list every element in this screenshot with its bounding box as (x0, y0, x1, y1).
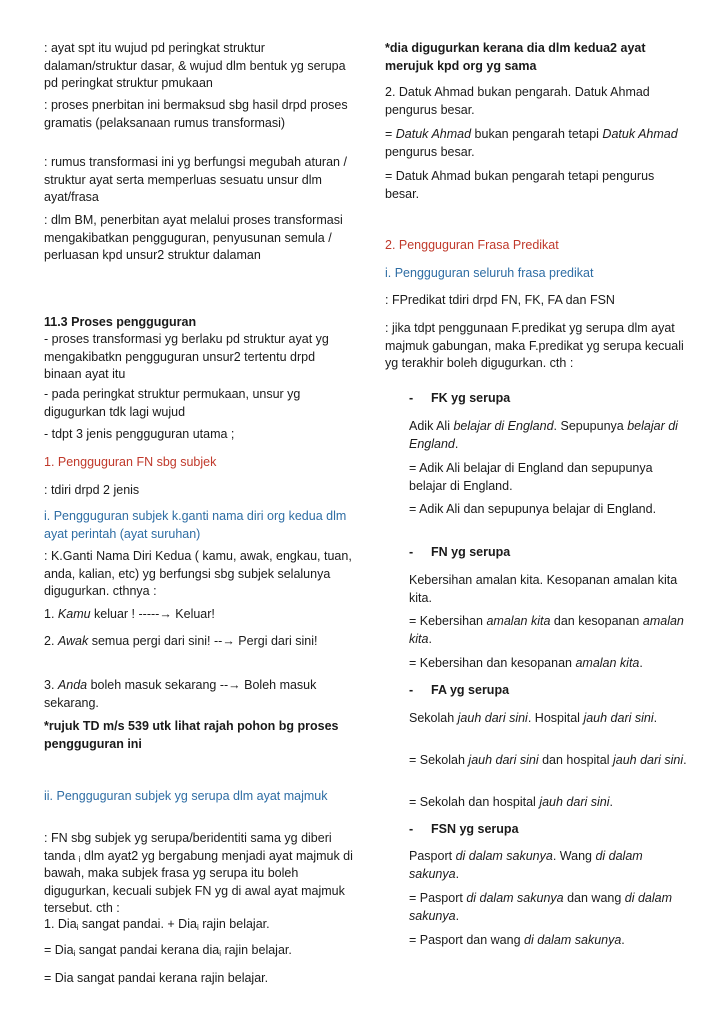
fk-example-2: = Adik Ali belajar di England dan sepupunya belajar di England. (409, 461, 653, 493)
fn-example-1: Kebersihan amalan kita. Kesopanan amalan kita kita. (409, 573, 678, 605)
fk-example-1: Adik Ali belajar di England. Sepupunya belajar di England. (409, 419, 678, 451)
subheading-fsn: - FSN yg serupa (409, 822, 519, 836)
paragraph-structure: : ayat spt itu wujud pd peringkat struktur dalaman/struktur dasar, & wujud dlm bentuk yg serupa pd peringkat struktur pmukaan (44, 41, 346, 90)
note-dia-deleted: *dia digugurkan kerana dia dlm kedua2 ayat merujuk kpd org yg sama (385, 41, 646, 73)
fsn-example-2: = Pasport di dalam sakunya dan wang di dalam sakunya. (409, 891, 673, 923)
subheading-fa: - FA yg serupa (409, 683, 510, 697)
paragraph-deletion-process: - proses transformasi yg berlaku pd struktur ayat yg mengakibatkn pengguguran unsur2 tertentu drpd binaan ayat itu (44, 332, 329, 381)
fk-example-3: = Adik Ali dan sepupunya belajar di England. (409, 502, 657, 516)
paragraph-two-types: : tdiri drpd 2 jenis (44, 483, 140, 497)
heading-whole-predicate: i. Pengguguran seluruh frasa predikat (385, 266, 594, 280)
heading-fn-subject-deletion: 1. Pengguguran FN sbg subjek (44, 455, 217, 469)
paragraph-bm-derivation: : dlm BM, penerbitan ayat melalui proses transformasi mengakibatkan pengguguran, penyusunan semula / perluasan kpd unsur2 struktur dalaman (44, 213, 343, 262)
section-heading-11-3: 11.3 Proses pengguguran (44, 315, 197, 329)
fa-example-1: Sekolah jauh dari sini. Hospital jauh dari sini. (409, 711, 658, 725)
heading-predicate-deletion: 2. Pengguguran Frasa Predikat (385, 238, 559, 252)
fa-example-2: = Sekolah jauh dari sini dan hospital jauh dari sini. (409, 753, 687, 767)
paragraph-identical-subject: : FN sbg subjek yg serupa/beridentiti sama yg diberi tanda $_i$ dlm ayat2 yg bergabung menjadi ayat majmuk di bawah, maka subjek frasa yg serupa itu boleh digugurkan, kecuali subjek FN yg di awal ayat majmuk tersebut. cth : (44, 831, 353, 915)
paragraph-predicate-rule: : jika tdpt penggunaan F.predikat yg serupa dlm ayat majmuk gabungan, maka F.predikat yg serupa kecuali yg terakhir boleh digugurkan. cth : (385, 321, 684, 370)
note-tree-diagram: *rujuk TD m/s 539 utk lihat rajah pohon bg proses pengguguran ini (44, 719, 339, 751)
compound-example-2: = Dia$_i$ sangat pandai kerana dia$_i$ rajin belajar. (44, 943, 292, 958)
example-datuk-ahmad: 2. Datuk Ahmad bukan pengarah. Datuk Ahmad pengurus besar. (385, 85, 650, 117)
subheading-fn: - FN yg serupa (409, 545, 511, 559)
paragraph-transformation-rule: : rumus transformasi ini yg berfungsi megubah aturan / struktur ayat serta memperluas sesuatu unsur dlm ayat/frasa (44, 155, 347, 204)
paragraph-second-person-pronoun: : K.Ganti Nama Diri Kedua ( kamu, awak, engkau, tuan, anda, kalian, etc) yg berfungsi sbg subjek selalunya digugurkan. cthnya : (44, 549, 352, 598)
compound-example-3: = Dia sangat pandai kerana rajin belajar. (44, 971, 269, 985)
fa-example-3: = Sekolah dan hospital jauh dari sini. (409, 795, 613, 809)
paragraph-predicate-types: : FPredikat tdiri drpd FN, FK, FA dan FSN (385, 293, 615, 307)
heading-compound-subject-deletion: ii. Pengguguran subjek yg serupa dlm ayat majmuk (44, 789, 328, 803)
example-2: 2. Awak semua pergi dari sini! --→ Pergi dari sini! (44, 634, 318, 648)
example-1: 1. Kamu keluar ! -----→ Keluar! (44, 607, 215, 621)
example-datuk-ahmad-2: = Datuk Ahmad bukan pengarah tetapi Datuk Ahmad pengurus besar. (385, 127, 678, 159)
paragraph-derivation: : proses pnerbitan ini bermaksud sbg hasil drpd proses gramatis (pelaksanaan rumus transformasi) (44, 98, 348, 130)
paragraph-three-types: - tdpt 3 jenis pengguguran utama ; (44, 427, 235, 441)
paragraph-surface-structure: - pada peringkat struktur permukaan, unsur yg digugurkan tdk lagi wujud (44, 387, 301, 419)
compound-example-1: 1. Dia$_i$ sangat pandai. + Dia$_i$ rajin belajar. (44, 917, 270, 932)
fn-example-2: = Kebersihan amalan kita dan kesopanan amalan kita. (409, 614, 684, 646)
example-datuk-ahmad-3: = Datuk Ahmad bukan pengarah tetapi pengurus besar. (385, 169, 655, 201)
fsn-example-3: = Pasport dan wang di dalam sakunya. (409, 933, 625, 947)
example-3: 3. Anda boleh masuk sekarang --→ Boleh masuk sekarang. (44, 678, 317, 710)
subheading-fk: - FK yg serupa (409, 391, 511, 405)
fn-example-3: = Kebersihan dan kesopanan amalan kita. (409, 656, 643, 670)
fsn-example-1: Pasport di dalam sakunya. Wang di dalam sakunya. (409, 849, 643, 881)
heading-pronoun-deletion: i. Pengguguran subjek k.ganti nama diri org kedua dlm ayat perintah (ayat suruhan) (44, 509, 347, 541)
